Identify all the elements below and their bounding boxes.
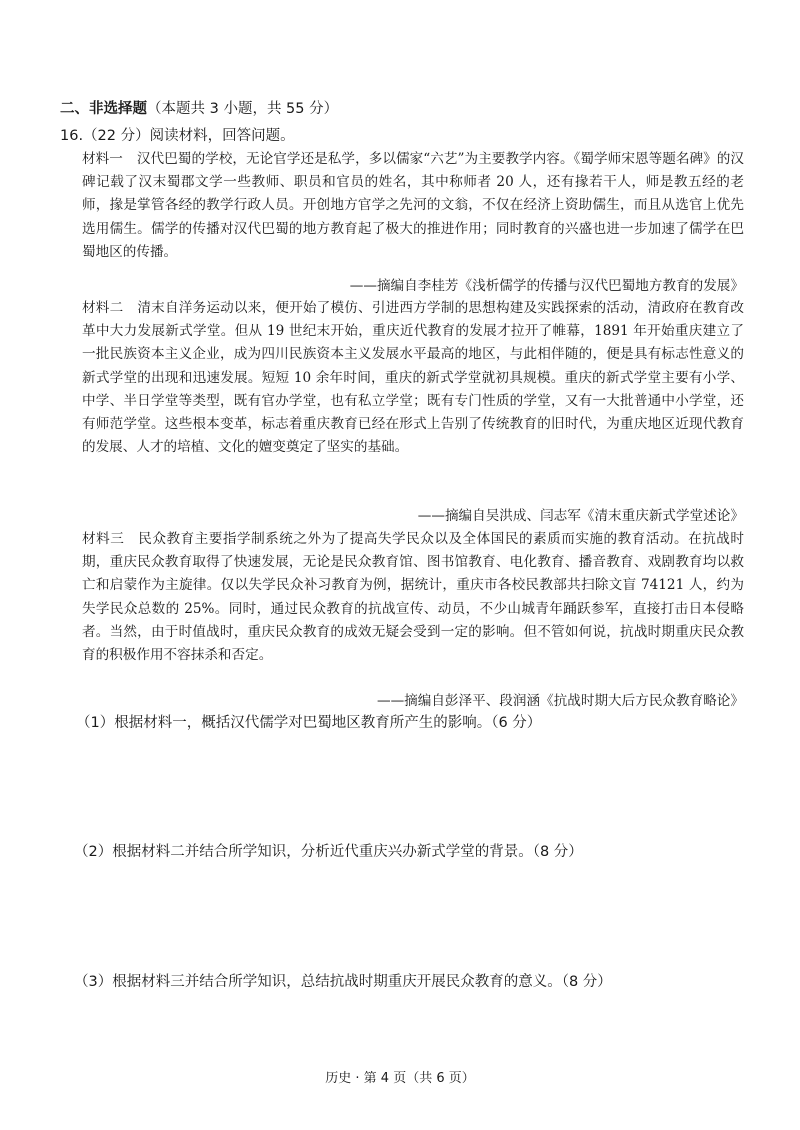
- material-1-text: 汉代巴蜀的学校，无论官学还是私学，多以儒家“六艺”为主要教学内容。《蜀学师宋恩等题名碑》的汉碑记载了汉末蜀郡文学一些教师、职员和官员的姓名，其中称师者 20 人，还有掾若干人，师是教五经的老师，掾是掌管各经的教学行政人员。开创地方官学之先河的文翁，不仅在经济上资助儒生，而且从选官上优先选用儒生。儒学的传播对汉代巴蜀的地方教育起了极大的推进作用；同时教育的兴盛也进一步加速了儒学在巴蜀地区的传播。: [82, 151, 744, 260]
- section-title: 二、非选择题: [60, 101, 147, 117]
- material-3-label: 材料三: [82, 531, 125, 547]
- question-header: 16.（22 分）阅读材料，回答问题。: [60, 128, 295, 144]
- material-1: [82, 148, 744, 264]
- material-2: [82, 297, 744, 459]
- sub-question-3: （3）根据材料三并结合所学知识，总结抗战时期重庆开展民众教育的意义。（8 分）: [74, 974, 612, 990]
- sub-question-1: （1）根据材料一，概括汉代儒学对巴蜀地区教育所产生的影响。（6 分）: [76, 715, 542, 731]
- section-note: （本题共 3 小题，共 55 分）: [147, 101, 339, 117]
- material-2-source: ——摘编自吴洪成、闫志军《清末重庆新式学堂述论》: [417, 508, 744, 524]
- material-2-label: 材料二: [82, 300, 124, 316]
- material-1-label: 材料一: [82, 151, 123, 167]
- section-heading: [60, 97, 338, 118]
- sub-question-2: （2）根据材料二并结合所学知识，分析近代重庆兴办新式学堂的背景。（8 分）: [74, 844, 583, 860]
- material-3-source: ——摘编自彭泽平、段润涵《抗战时期大后方民众教育略论》: [376, 693, 744, 709]
- material-3-text: 民众教育主要指学制系统之外为了提高失学民众以及全体国民的素质而实施的教育活动。在抗战时期，重庆民众教育取得了快速发展，无论是民众教育馆、图书馆教育、电化教育、播音教育、戏剧教育均以救亡和启蒙作为主旋律。仅以失学民众补习教育为例，据统计，重庆市各校民教部共扫除文盲 74121 人，约为失学民众总数的 25%。同时，通过民众教育的抗战宣传、动员，不少山城青年踊跃参军，直接打击日本侵略者。当然，由于时值战时，重庆民众教育的成效无疑会受到一定的影响。但不管如何说，抗战时期重庆民众教育的积极作用不容抹杀和否定。: [82, 531, 744, 664]
- material-3: [82, 528, 744, 667]
- page-footer: 历史 · 第 4 页（共 6 页）: [325, 1071, 475, 1086]
- material-2-text: 清末自洋务运动以来，便开始了模仿、引进西方学制的思想构建及实践探索的活动，清政府在教育改革中大力发展新式学堂。但从 19 世纪末开始，重庆近代教育的发展才拉开了帷幕，1891 年开始重庆建立了一批民族资本主义企业，成为四川民族资本主义发展水平最高的地区，与此相伴随的，便是具有标志性意义的新式学堂的出现和迅速发展。短短 10 余年时间，重庆的新式学堂就初具规模。重庆的新式学堂主要有小学、中学、半日学堂等类型，既有官办学堂，也有私立学堂；既有专门性质的学堂，又有一大批普通中小学堂，还有师范学堂。这些根本变革，标志着重庆教育已经在形式上告别了传统教育的旧时代，为重庆地区近现代教育的发展、人才的培植、文化的嬗变奠定了坚实的基础。: [82, 300, 744, 456]
- material-1-source: ——摘编自李桂芳《浅析儒学的传播与汉代巴蜀地方教育的发展》: [349, 278, 744, 294]
